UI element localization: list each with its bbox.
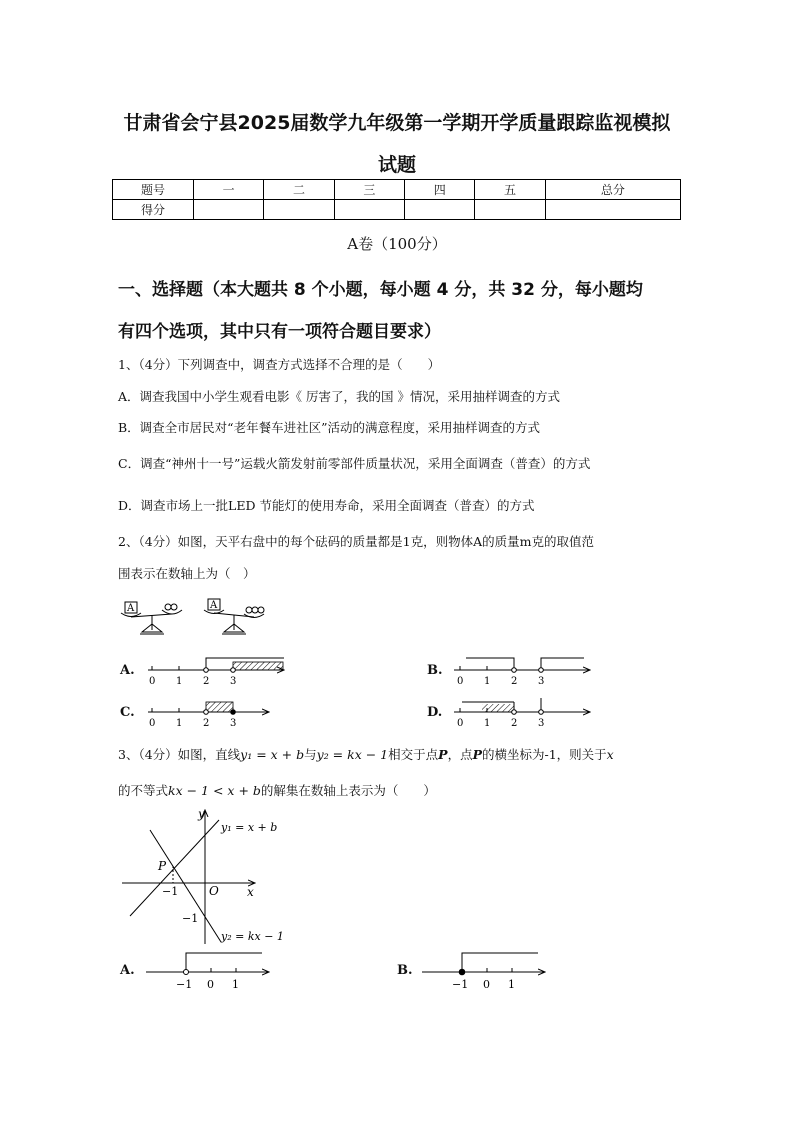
score-header-cell: 五 — [475, 180, 545, 200]
score-header-cell: 四 — [405, 180, 475, 200]
point-p-label: P — [158, 859, 167, 873]
q3-point-p: P — [438, 747, 448, 762]
tick-label: 1 — [508, 978, 515, 991]
q2-option-label-d: D. — [427, 705, 443, 720]
score-cell — [194, 200, 264, 220]
score-header-cell: 二 — [264, 180, 334, 200]
q2-option-label-b: B. — [427, 663, 443, 678]
score-cell — [334, 200, 404, 220]
q3-text: 的横坐标为-1，则关于 — [481, 747, 607, 762]
q2-option-a-numberline — [144, 652, 289, 688]
tick-label: 0 — [207, 978, 214, 991]
balance-scale-2 — [204, 599, 264, 634]
q2-option-d-numberline — [452, 694, 597, 730]
line1-label: y₁ = x + b — [221, 821, 278, 834]
tick-label: 0 — [457, 676, 464, 687]
question-1-option-a: A．调查我国中小学生观看电影《 厉害了，我的国 》情况，采用抽样调查的方式 — [118, 389, 560, 404]
question-3-stem-line2 — [118, 781, 436, 799]
q3-line-graph — [118, 806, 293, 948]
q2-option-b-numberline — [452, 652, 597, 688]
tick-label: −1 — [176, 978, 193, 991]
q3-option-label-b: B. — [397, 963, 413, 978]
score-header-cell: 三 — [334, 180, 404, 200]
q3-point-p: P — [472, 747, 482, 762]
question-1-option-c: C．调查“神州十一号”运载火箭发射前零部件质量状况，采用全面调查（普查）的方式 — [118, 456, 591, 471]
question-2-stem: 2、（4分）如图，天平右盘中的每个砝码的质量都是1克，则物体A的质量m克的取值范 — [118, 534, 594, 549]
q3-text: 的不等式 — [118, 783, 169, 798]
tick-label: 0 — [457, 718, 464, 729]
tick-label: 3 — [230, 718, 237, 729]
q3-text: ，点 — [447, 747, 473, 762]
x-axis-label: x — [247, 885, 254, 899]
section-heading: 一、选择题（本大题共 8 个小题，每小题 4 分，共 32 分，每小题均 — [118, 280, 643, 300]
score-table — [112, 179, 681, 220]
score-table-header-row — [113, 180, 681, 200]
q3-option-a-numberline — [144, 948, 274, 994]
score-cell — [475, 200, 545, 220]
q3-text: 与 — [304, 747, 317, 762]
score-cell — [405, 200, 475, 220]
score-row-label: 得分 — [113, 200, 194, 220]
tick-label: 3 — [538, 718, 545, 729]
q3-text: 3、（4分）如图，直线 — [118, 747, 241, 762]
tick-label: 0 — [149, 718, 156, 729]
score-header-cell: 题号 — [113, 180, 194, 200]
score-header-cell: 总分 — [545, 180, 680, 200]
q2-option-label-a: A. — [120, 663, 135, 678]
q3-option-b-numberline — [420, 948, 550, 994]
q3-text: 的解集在数轴上表示为（ ） — [260, 783, 436, 798]
neg1-y-label: −1 — [182, 912, 199, 925]
question-3-stem — [118, 745, 614, 763]
box-label-a-2: A — [210, 600, 218, 611]
page-title-line2: 试题 — [377, 154, 416, 176]
balance-scale-1 — [121, 602, 182, 634]
line2-label: y₂ = kx − 1 — [221, 930, 284, 943]
tick-label: 2 — [203, 676, 210, 687]
q3-text: 相交于点 — [388, 747, 439, 762]
tick-label: 1 — [176, 676, 183, 687]
tick-label: 0 — [483, 978, 490, 991]
tick-label: 3 — [538, 676, 545, 687]
question-1-option-d: D．调查市场上一批LED 节能灯的使用寿命，采用全面调查（普查）的方式 — [118, 498, 535, 513]
score-cell — [264, 200, 334, 220]
tick-label: 1 — [176, 718, 183, 729]
tick-label: 2 — [511, 676, 518, 687]
section-heading-line2: 有四个选项，其中只有一项符合题目要求） — [118, 322, 441, 342]
tick-label: 0 — [149, 676, 156, 687]
tick-label: −1 — [452, 978, 469, 991]
question-2-stem-line2: 围表示在数轴上为（ ） — [118, 566, 256, 581]
tick-label: 2 — [511, 718, 518, 729]
neg1-x-label: −1 — [162, 885, 179, 898]
score-cell — [545, 200, 680, 220]
score-table-score-row — [113, 200, 681, 220]
q3-eq2: y₂ = kx − 1 — [316, 747, 389, 762]
tick-label: 1 — [484, 676, 491, 687]
score-header-cell: 一 — [194, 180, 264, 200]
box-label-a: A — [127, 603, 135, 614]
q2-option-c-numberline — [144, 694, 274, 730]
q3-option-label-a: A. — [120, 963, 135, 978]
tick-label: 1 — [232, 978, 239, 991]
y-axis-label: y — [198, 807, 205, 821]
q3-var-x: x — [606, 747, 614, 762]
question-1-option-b: B．调查全市居民对“老年餐车进社区”活动的满意程度，采用抽样调查的方式 — [118, 420, 540, 435]
tick-label: 1 — [484, 718, 491, 729]
line-y1 — [130, 820, 219, 916]
tick-label: 2 — [203, 718, 210, 729]
q3-inequality: kx − 1 < x + b — [168, 783, 261, 798]
volume-heading: A卷（100分） — [347, 235, 447, 253]
origin-label: O — [209, 884, 219, 898]
page-title: 甘肃省会宁县2025届数学九年级第一学期开学质量跟踪监视模拟 — [123, 112, 671, 134]
question-1-stem: 1、（4分）下列调查中，调查方式选择不合理的是（ ） — [118, 357, 441, 372]
tick-label: 3 — [230, 676, 237, 687]
q3-eq1: y₁ = x + b — [240, 747, 305, 762]
balance-scales-figure — [118, 596, 278, 646]
q2-option-label-c: C. — [120, 705, 135, 720]
